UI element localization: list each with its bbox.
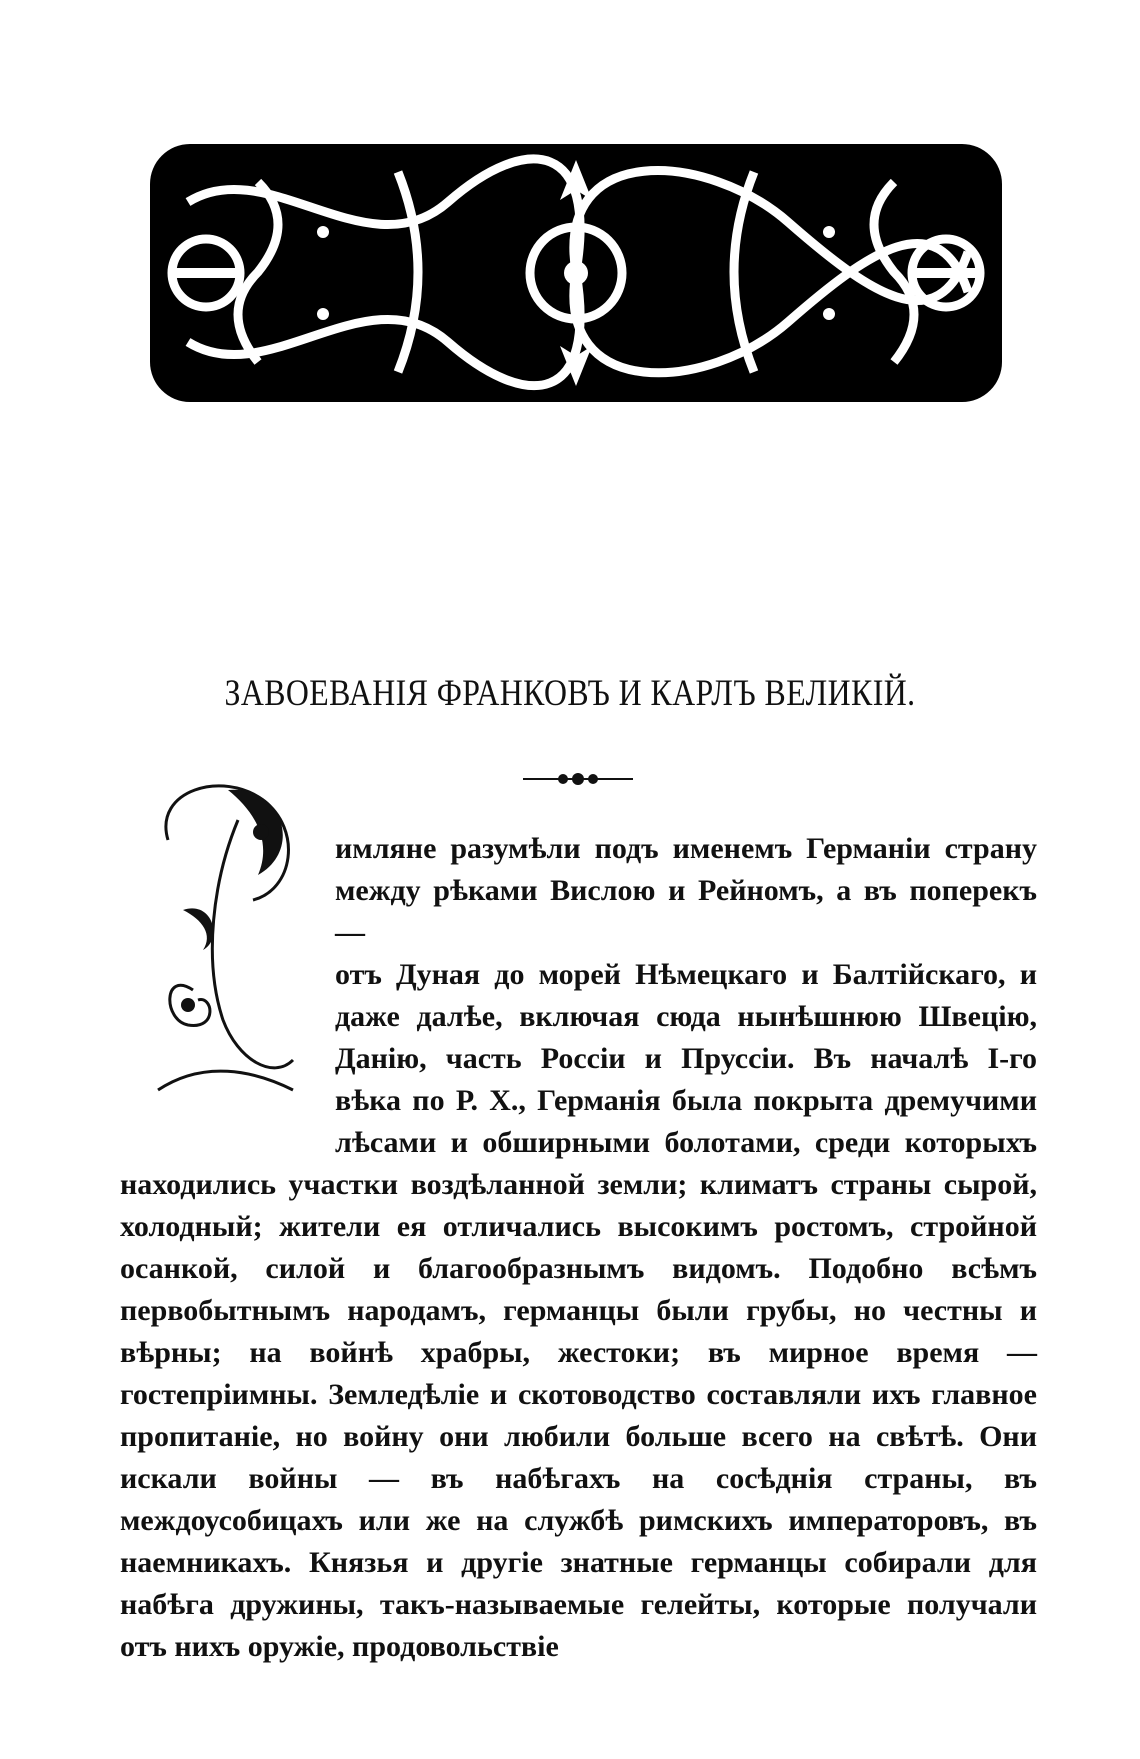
body-line: имляне разумѣли подъ именемъ Германіи страну [335, 832, 1037, 865]
body-line: отъ Дуная до морей Нѣмецкаго и Балтійскаго, и [335, 958, 1037, 991]
chapter-body [120, 828, 1037, 1668]
body-line: между рѣками Вислою и Рейномъ, а въ поперекъ — [335, 874, 1037, 949]
body-line: лѣсами и обширными болотами, среди которыхъ [335, 1126, 1037, 1159]
chapter-title: ЗАВОЕВАНІЯ ФРАНКОВЪ И КАРЛЪ ВЕЛИКІЙ. [224, 673, 916, 714]
ornamental-divider [523, 770, 633, 788]
body-paragraph: находились участки воздѣланной земли; климатъ страны сырой, холодный; жители ея отличались высокимъ ростомъ, стройной осанкой, силой и благообразнымъ видомъ. Подобно всѣмъ первобытнымъ народамъ, германцы были грубы, но честны и вѣрны; на войнѣ храбры, жестоки; въ мирное время — гостепріимны. Земледѣліе и скотоводство составляли ихъ главное пропитаніе, но войну они любили больше всего на свѣтѣ. Они искали войны — въ набѣгахъ на сосѣднія страны, въ междоусобицахъ или же на службѣ римскихъ императоровъ, въ наемникахъ. Князья и другіе знатные германцы собирали для набѣга дружины, такъ-называемые гелейты, которые получали отъ нихъ оружіе, продовольствіе [120, 1168, 1037, 1663]
ornamental-headpiece [148, 142, 1004, 404]
body-line: вѣка по Р. Х., Германія была покрыта дремучими [335, 1084, 1037, 1117]
body-line: Данію, часть Россіи и Пруссіи. Въ началѣ I-го [335, 1042, 1037, 1075]
body-line: даже далѣе, включая сюда нынѣшнюю Швецію, [335, 1000, 1037, 1033]
